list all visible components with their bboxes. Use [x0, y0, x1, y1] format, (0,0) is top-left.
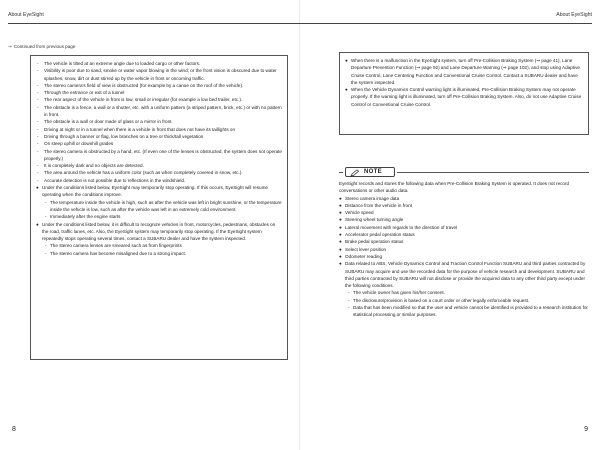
bullet-icon: ● [339, 253, 342, 259]
bullet-item [339, 202, 589, 209]
bullet-item [345, 57, 583, 86]
bullet-text: Data related to ABS, Vehicle Dynamics Control and Traction Control Function SUBARU and third parties contracted by SUBARU may acquire and use the recorded data for the purpose of vehicle research and development. SUBARU and third parties contracted by SUBARU will not disclose or provide the acquired data to any other third party except under the following conditions. [345, 261, 586, 289]
bullet-text: When the Vehicle Dynamics Control warning light is illuminated, Pre-Collision Braking System may not operate properly. If the warning light is illuminated, turn off Pre-Collision Braking System. Also, do not use Adaptive Cruise Control or Conventional Cruise Control. [351, 87, 582, 107]
bullet-icon: ● [339, 202, 342, 208]
bullet-icon: ● [36, 185, 39, 191]
bullet-item [36, 221, 282, 257]
bullet-icon: ● [339, 224, 342, 230]
list-item: - It is completely dark and no objects are detected. [36, 162, 282, 169]
bullet-item [345, 86, 583, 108]
bullet-item [339, 195, 589, 202]
list-item: - Immediately after the engine starts [44, 213, 282, 220]
bullet-text: When there is a malfunction in the EyeSight system, turn off Pre-Collision Braking System (⇒ page 41), Lane Departure Prevention Function (⇒ page 92) and Lane Departure Warning (⇒ page 102), and stop using Adaptive Cruise Control, Lane Centering Function and Conventional Cruise Control. Contact a SUBARU dealer and have the system inspected. [351, 58, 580, 85]
page-number: 9 [584, 426, 588, 433]
bullet-text: Lateral movement with regards to the direction of travel [345, 224, 458, 230]
running-header: About EyeSight [556, 12, 592, 18]
caution-box [339, 52, 589, 135]
header-rule [8, 23, 300, 24]
bullet-item [339, 260, 589, 318]
list-item: - The obstacle is a wall or door made of glass or a mirror in front. [36, 118, 282, 125]
note-badge [345, 167, 395, 177]
bullet-item [36, 184, 282, 220]
recorded-data-list [339, 195, 589, 319]
bullet-icon: ● [339, 210, 342, 216]
right-page [300, 0, 600, 450]
bullet-icon: ● [339, 261, 342, 267]
list-item: - Data that has been modified so that the user and vehicle cannot be identified is provided to a research institution for statistical processing or similar purposes. [347, 304, 589, 319]
bullet-icon: ● [339, 195, 342, 201]
list-item: - The stereo camera lenses are smeared such as from fingerprints [44, 242, 282, 249]
continued-notice [8, 44, 75, 50]
bullet-text: Odometer reading [345, 253, 383, 259]
pencil-icon [350, 169, 360, 177]
bullet-icon: ● [339, 239, 342, 245]
bullet-item [339, 246, 589, 253]
bullet-icon: ● [339, 217, 342, 223]
list-item: - Visibility is poor due to sand, smoke or water vapor blowing in the wind; or the front vision is obscured due to water splashes, snow, dirt or dust stirred up by the vehicle in front or oncoming traffic. [36, 67, 282, 82]
bullet-text: Select lever position [345, 246, 387, 252]
bullet-item [339, 231, 589, 238]
list-item: - Through the entrance or exit of a tunnel [36, 89, 282, 96]
list-item: - On steep uphill or downhill grades [36, 140, 282, 147]
bullet-item [339, 253, 589, 260]
bullet-list [36, 184, 282, 257]
bullet-text: Steering wheel turning angle [345, 217, 404, 223]
list-item: - The area around the vehicle has a uniform color (such as when completely covered in snow, etc.). [36, 169, 282, 176]
sub-list [44, 199, 282, 221]
list-item: - The temperature inside the vehicle is high, such as after the vehicle was left in bright sunshine, or the temperature inside the vehicle is low, such as after the vehicle was left in an extremely cold environment. [44, 199, 282, 214]
list-item: - The vehicle is tilted at an extreme angle due to loaded cargo or other factors. [36, 60, 282, 67]
continued-text: Continued from previous page [13, 44, 76, 49]
list-item: - The obstacle is a fence, a wall or a shutter, etc. with a uniform pattern (a striped pattern, brick, etc.) or with no pattern in front. [36, 104, 282, 119]
bullet-text: Vehicle speed [345, 210, 374, 216]
bullet-text: Under the conditions listed below, it is difficult to recognize vehicles in front, motorcycles, pedestrians, obstacles on the road, traffic lanes, etc. Also, the EyeSight system may temporarily stop operating. If the EyeSight system repeatedly stops operating several times, contact a SUBARU dealer and have the system inspected. [42, 221, 276, 242]
list-item: - The stereo camera's field of view is obstructed (for example by a canoe on the roof of the vehicle). [36, 82, 282, 89]
bullet-item [339, 216, 589, 223]
page-number: 8 [12, 426, 16, 433]
list-item: - Driving through a banner or flag, low branches on a tree or thick/tall vegetation [36, 133, 282, 140]
list-item: - The stereo camera is obstructed by a hand, etc. (If even one of the lenses is obstructed, the system does not operate properly.) [36, 148, 282, 163]
bullet-text: Distance from the vehicle in front [345, 202, 412, 208]
sub-list [347, 289, 589, 318]
note-rule [397, 172, 589, 173]
bullet-icon: ● [345, 87, 348, 93]
note-header [339, 167, 589, 179]
bullet-icon: ● [339, 232, 342, 238]
bullet-text: Accelerator pedal operation status [345, 232, 415, 238]
bullet-icon: ● [345, 58, 348, 63]
note-section [339, 167, 589, 319]
bullet-item [339, 238, 589, 245]
note-label: NOTE [364, 169, 382, 175]
bullet-text: Under the conditions listed below, EyeSight may temporarily stop operating. If this occurs, EyeSight will resume operating when the conditions improve. [42, 185, 268, 198]
list-item: - The disclosure/provision is based on a court order or other legally enforceable request. [347, 297, 589, 304]
caution-box [30, 55, 288, 360]
bullet-icon: ● [36, 221, 39, 227]
bullet-icon: ● [339, 246, 342, 252]
bullet-list [345, 57, 583, 108]
bullet-item [339, 224, 589, 231]
condition-list [36, 60, 282, 184]
list-item: - Accurate detection is not possible due to reflections in the windshield. [36, 177, 282, 184]
header-rule [300, 23, 592, 24]
double-arrow-right-icon: ⇒ [8, 44, 12, 49]
sub-list [44, 242, 282, 257]
bullet-item [339, 209, 589, 216]
note-intro: EyeSight records and stores the following data when Pre-Collision Braking System is operated. It does not record conversations or other audio data. [339, 181, 570, 194]
list-item: - The stereo camera has become misaligned due to a strong impact. [44, 250, 282, 257]
bullet-text: Brake pedal operation status [345, 239, 404, 245]
running-header: About EyeSight [8, 12, 44, 18]
bullet-text: Stereo camera image data [345, 195, 400, 201]
list-item: - The rear aspect of the vehicle in front is low, small or irregular (for example a low bed trailer, etc.). [36, 96, 282, 103]
note-rule [339, 172, 343, 173]
list-item: - Driving at night or in a tunnel when there is a vehicle in front that does not have its taillights on [36, 126, 282, 133]
list-item: - The vehicle owner has given his/her consent. [347, 289, 589, 296]
